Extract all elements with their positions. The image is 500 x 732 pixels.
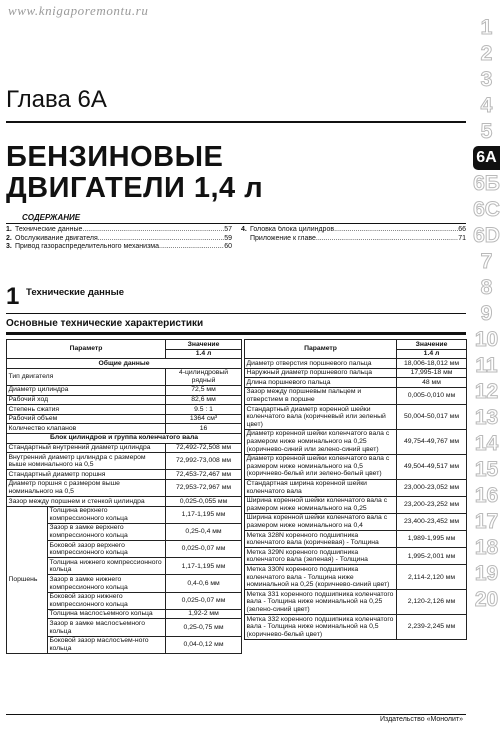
- toc-leader: [316, 235, 458, 244]
- param-cell: Метка 329N коренного подшипника коленчатого вала (зеленая) - Толщина: [245, 548, 397, 565]
- toc-heading: СОДЕРЖАНИЕ: [22, 213, 81, 222]
- chapter-tab-10[interactable]: 7: [480, 249, 493, 273]
- param-cell: Стандартная ширина коренной шейки коленчатого вала: [245, 479, 397, 496]
- value-cell: 1,989-1,995 мм: [397, 531, 467, 548]
- param-cell: Метка 330N коренного подшипника коленчатого вала - Толщина ниже номинальной на 0,25 (коричнево-синий цвет): [245, 565, 397, 590]
- section-number: 1: [6, 283, 20, 310]
- param-cell: Длина поршневого пальца: [245, 378, 397, 388]
- param-cell: Рабочий объем: [7, 414, 166, 424]
- toc-item-page: 59: [224, 234, 232, 242]
- chapter-tab-2[interactable]: 2: [480, 41, 493, 65]
- col-param-header: Параметр: [7, 340, 166, 359]
- param-cell: Диаметр отверстия поршневого пальца: [245, 359, 397, 369]
- toc-left-column: [6, 226, 232, 252]
- subheading-rule: [6, 332, 466, 335]
- param-cell: Толщина маслосъемного кольца: [48, 609, 166, 619]
- chapter-tab-14[interactable]: 11: [475, 353, 498, 377]
- value-cell: 72,453-72,467 мм: [166, 470, 242, 480]
- chapter-rule: [6, 121, 466, 123]
- value-cell: 72,5 мм: [166, 385, 242, 395]
- chapter-tab-4[interactable]: 4: [480, 93, 493, 117]
- value-cell: 1364 см³: [166, 414, 242, 424]
- param-cell: Толщина верхнего компрессионного кольца: [48, 506, 166, 523]
- value-cell: 49,754-49,767 мм: [397, 429, 467, 454]
- toc-item[interactable]: [6, 235, 232, 244]
- toc-item-text: Технические данные: [15, 226, 83, 233]
- value-cell: 16: [166, 424, 242, 434]
- value-cell: 9.5 : 1: [166, 405, 242, 415]
- col-unit-header: 1.4 л: [166, 349, 242, 359]
- toc-item-number: 3.: [6, 243, 12, 250]
- value-cell: 2,120-2,126 мм: [397, 590, 467, 615]
- value-cell: 1,995-2,001 мм: [397, 548, 467, 565]
- param-cell: Метка 332 коренного подшипника коленчатого вала - Толщина ниже номинальной на 0,5 (коричнево-белый цвет): [245, 615, 397, 640]
- section-title: Технические данные: [26, 287, 125, 298]
- table-row: [245, 454, 467, 479]
- value-cell: 0,04-0,12 мм: [166, 636, 242, 653]
- param-cell: Наружный диаметр поршневого пальца: [245, 368, 397, 378]
- toc-leader: [334, 226, 458, 235]
- chapter-tab-7[interactable]: 6Б: [473, 171, 500, 195]
- chapter-tab-13[interactable]: 10: [474, 327, 499, 351]
- table-row: [7, 424, 242, 434]
- toc-item-text: Приложение к главе: [250, 234, 316, 242]
- value-cell: 17,995-18 мм: [397, 368, 467, 378]
- value-cell: 1,92-2 мм: [166, 609, 242, 619]
- value-cell: 0,25-0,4 мм: [166, 523, 242, 540]
- toc-item-number: 2.: [6, 234, 12, 242]
- param-cell: Зазор в замке верхнего компрессионного кольца: [48, 523, 166, 540]
- title-line-1: БЕНЗИНОВЫЕ: [6, 141, 224, 173]
- table-row: [245, 405, 467, 430]
- value-cell: 2,239-2,245 мм: [397, 615, 467, 640]
- table-row: [7, 470, 242, 480]
- param-cell: Зазор между поршнем и стенкой цилиндра: [7, 497, 166, 507]
- param-cell: Толщина нижнего компрессионного кольца: [48, 558, 166, 575]
- param-cell: Метка 328N коренного подшипника коленчатого вала (коричневая) - Толщина: [245, 531, 397, 548]
- table-header-row: [245, 340, 467, 350]
- chapter-tab-22[interactable]: 19: [474, 561, 499, 585]
- param-cell: Количество клапанов: [7, 424, 166, 434]
- param-cell: Стандартный диаметр коренной шейки коленчатого вала (коричневый или зеленый цвет): [245, 405, 397, 430]
- table-row: [245, 531, 467, 548]
- group-heading: Общие данные: [7, 359, 242, 369]
- param-cell: Диаметр коренной шейки коленчатого вала с размером ниже номинального на 0,25 (коричнево-синий или зелено-синий цвет): [245, 429, 397, 454]
- chapter-tab-12[interactable]: 9: [480, 301, 493, 325]
- spec-table-right: [244, 339, 467, 640]
- table-row: [7, 385, 242, 395]
- table-row: [7, 414, 242, 424]
- chapter-tab-9[interactable]: 6D: [473, 223, 500, 247]
- param-cell: Диаметр цилиндра: [7, 385, 166, 395]
- table-row: [7, 443, 242, 453]
- table-row: [245, 368, 467, 378]
- section-rule: [6, 313, 466, 314]
- toc-item-number: [241, 235, 250, 244]
- table-row: [7, 479, 242, 496]
- toc-rule: [6, 223, 466, 224]
- col-value-header: Значение: [166, 340, 242, 350]
- table-row: [245, 548, 467, 565]
- param-cell: Ширина коренной шейки коленчатого вала с размером ниже номинального на 0,25: [245, 496, 397, 513]
- toc-item[interactable]: [241, 235, 466, 244]
- subheading: Основные технические характеристики: [6, 318, 204, 329]
- table-header-row: [7, 340, 242, 350]
- footer-rule: [6, 714, 466, 715]
- value-cell: 0,025-0,07 мм: [166, 592, 242, 609]
- toc-leader: [98, 235, 224, 244]
- param-cell: Боковой зазор верхнего компрессионного кольца: [48, 541, 166, 558]
- value-cell: 50,004-50,017 мм: [397, 405, 467, 430]
- toc-item-number: 1.: [6, 226, 12, 233]
- group-heading: Блок цилиндров и группа коленчатого вала: [7, 433, 242, 443]
- table-row: [7, 395, 242, 405]
- value-cell: 23,000-23,052 мм: [397, 479, 467, 496]
- param-cell: Стандартный диаметр поршня: [7, 470, 166, 480]
- chapter-tab-1[interactable]: 1: [480, 16, 493, 39]
- toc-leader: [159, 243, 224, 252]
- value-cell: 0,25-0,75 мм: [166, 619, 242, 636]
- chapter-tab-15[interactable]: 12: [474, 379, 499, 403]
- table-row: [245, 387, 467, 404]
- toc-item-text: Обслуживание двигателя: [15, 234, 98, 242]
- value-cell: 1,17-1,195 мм: [166, 558, 242, 575]
- param-cell: Боковой зазор нижнего компрессионного кольца: [48, 592, 166, 609]
- chapter-tab-19[interactable]: 16: [474, 483, 499, 507]
- chapter-tab-16[interactable]: 13: [474, 405, 499, 429]
- param-cell: Внутренний диаметр цилиндра с размером выше номинального на 0,5: [7, 453, 166, 470]
- value-cell: 72,992-73,008 мм: [166, 453, 242, 470]
- chapter-label: Глава 6А: [6, 86, 107, 113]
- col-param-header: Параметр: [245, 340, 397, 359]
- title-line-2: ДВИГАТЕЛИ 1,4 л: [6, 172, 264, 204]
- value-cell: 23,200-23,252 мм: [397, 496, 467, 513]
- table-row: [245, 479, 467, 496]
- value-cell: 0,025-0,055 мм: [166, 497, 242, 507]
- chapter-tab-8[interactable]: 6С: [473, 197, 500, 221]
- piston-label-cell: Поршень: [7, 506, 48, 653]
- value-cell: 0,025-0,07 мм: [166, 541, 242, 558]
- toc-item[interactable]: [6, 226, 232, 235]
- param-cell: Степень сжатия: [7, 405, 166, 415]
- table-row: [7, 405, 242, 415]
- table-row: [245, 496, 467, 513]
- value-cell: 23,400-23,452 мм: [397, 513, 467, 530]
- spec-table-left: [6, 339, 242, 654]
- value-cell: 4-цилиндровый рядный: [166, 368, 242, 385]
- value-cell: 0,4-0,6 мм: [166, 575, 242, 592]
- table-row: [7, 506, 242, 523]
- param-cell: Ширина коренной шейки коленчатого вала с размером ниже номинального на 0,4: [245, 513, 397, 530]
- value-cell: 72,492-72,508 мм: [166, 443, 242, 453]
- table-row: [245, 615, 467, 640]
- chapter-tab-21[interactable]: 18: [474, 535, 499, 559]
- param-cell: Метка 331 коренного подшипника коленчатого вала - Толщина ниже номинальной на 0,25 (зелено-синий цвет): [245, 590, 397, 615]
- toc-item-number: 4.: [241, 226, 247, 233]
- chapter-tab-18[interactable]: 15: [474, 457, 499, 481]
- toc-leader: [82, 226, 224, 235]
- param-cell: Зазор в замке нижнего компрессионного кольца: [48, 575, 166, 592]
- table-row: [245, 513, 467, 530]
- toc-item-page: 66: [458, 226, 466, 233]
- page-title: [6, 142, 263, 204]
- table-row: [245, 565, 467, 590]
- param-cell: Зазор в замке маслосъемного кольца: [48, 619, 166, 636]
- table-row: [245, 359, 467, 369]
- toc-item-text: Головка блока цилиндров: [250, 226, 335, 233]
- table-row: [245, 429, 467, 454]
- chapter-tab-11[interactable]: 8: [480, 275, 493, 299]
- col-unit-header: 1.4 л: [397, 349, 467, 359]
- toc-item[interactable]: [6, 243, 232, 252]
- param-cell: Зазор между поршневым пальцем и отверстием в поршне: [245, 387, 397, 404]
- toc-right-column: [241, 226, 466, 243]
- chapter-tab-6[interactable]: 6A: [473, 146, 500, 170]
- chapter-tab-23[interactable]: 20: [474, 587, 499, 611]
- value-cell: 49,504-49,517 мм: [397, 454, 467, 479]
- value-cell: 1,17-1,195 мм: [166, 506, 242, 523]
- chapter-tab-17[interactable]: 14: [474, 431, 499, 455]
- table-row: [245, 378, 467, 388]
- col-value-header: Значение: [397, 340, 467, 350]
- chapter-tab-20[interactable]: 17: [474, 509, 499, 533]
- param-cell: Диаметр коренной шейки коленчатого вала с размером ниже номинального на 0,5 (коричнево-белый или зелено-белый цвет): [245, 454, 397, 479]
- param-cell: Тип двигателя: [7, 368, 166, 385]
- value-cell: 2,114-2,120 мм: [397, 565, 467, 590]
- param-cell: Стандартный внутренний диаметр цилиндра: [7, 443, 166, 453]
- value-cell: 18,006-18,012 мм: [397, 359, 467, 369]
- toc-item-page: 60: [224, 243, 232, 250]
- table-row: [7, 497, 242, 507]
- param-cell: Рабочий ход: [7, 395, 166, 405]
- param-cell: Боковой зазор маслосъем-ного кольца: [48, 636, 166, 653]
- chapter-tab-3[interactable]: 3: [480, 67, 493, 91]
- chapter-tab-5[interactable]: 5: [480, 119, 493, 143]
- value-cell: 48 мм: [397, 378, 467, 388]
- chapter-tabs: [473, 16, 500, 614]
- toc-item-page: 71: [458, 234, 466, 242]
- toc-item[interactable]: [241, 226, 466, 235]
- value-cell: 82,6 мм: [166, 395, 242, 405]
- param-cell: Диаметр поршня с размером выше номинального на 0,5: [7, 479, 166, 496]
- value-cell: 0,005-0,010 мм: [397, 387, 467, 404]
- table-group-row: [7, 433, 242, 443]
- table-row: [245, 590, 467, 615]
- table-group-row: [7, 359, 242, 369]
- site-watermark: www.knigaporemontu.ru: [8, 3, 149, 18]
- toc-item-text: Привод газораспределительного механизма: [15, 243, 160, 250]
- publisher: Издательство «Монолит»: [380, 716, 464, 723]
- table-row: [7, 368, 242, 385]
- value-cell: 72,953-72,967 мм: [166, 479, 242, 496]
- toc-item-page: 57: [224, 226, 232, 233]
- table-row: [7, 453, 242, 470]
